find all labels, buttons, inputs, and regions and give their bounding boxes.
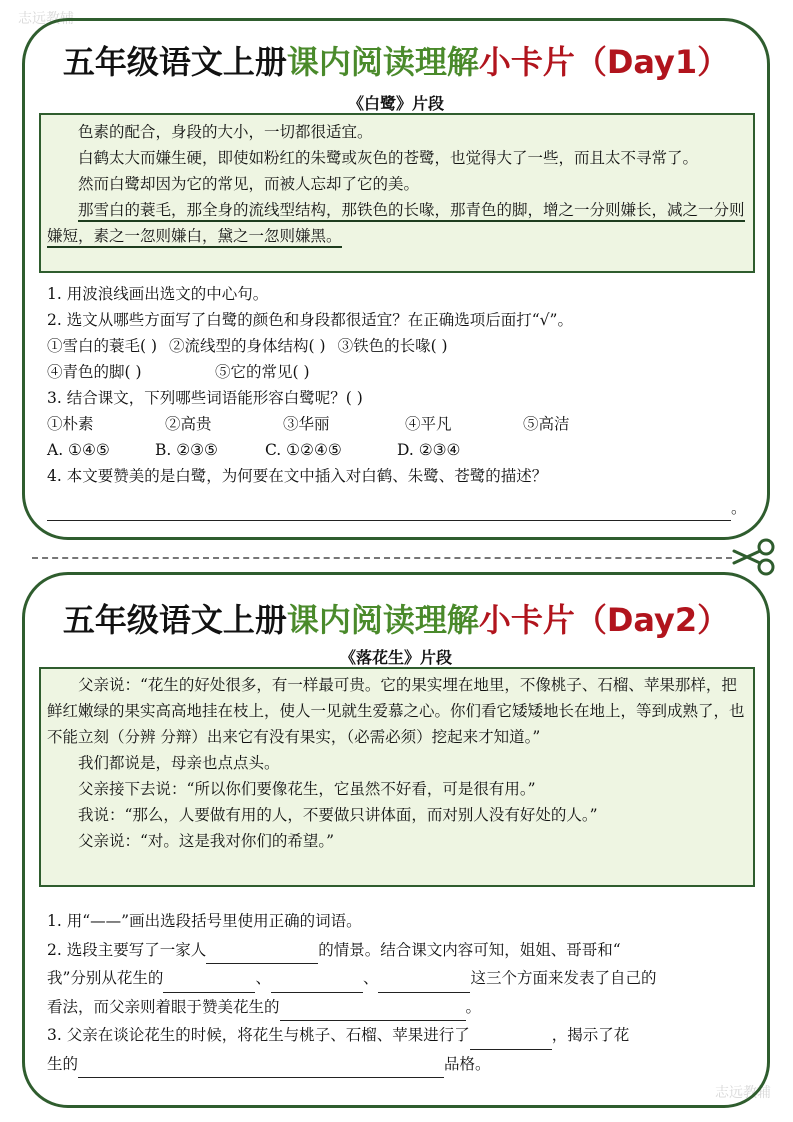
watermark-bottom: 志远教辅	[715, 1085, 771, 1101]
answer-blank[interactable]	[78, 1059, 444, 1078]
period: 。	[731, 499, 747, 517]
question-3: 3. 结合课文，下列哪些词语能形容白鹭呢？( )	[47, 389, 363, 407]
answer-blank[interactable]	[47, 502, 731, 521]
passage-paragraph-underlined	[47, 197, 745, 249]
question-text: 2. 选段主要写了一家人	[47, 940, 207, 959]
question-3-line-1	[47, 1021, 749, 1050]
option: ③铁色的长喙( )	[337, 337, 448, 355]
title-part-topic: 课内阅读理解	[286, 43, 479, 81]
passage-paragraph: 父亲接下去说：“所以你们要像花生，它虽然不好看，可是很有用。”	[78, 780, 536, 798]
question-list	[47, 907, 749, 1078]
passage-paragraph: 色素的配合，身段的大小，一切都很适宜。	[78, 123, 373, 141]
question-1: 1. 用“——”画出选段括号里使用正确的词语。	[47, 912, 362, 930]
question-2-options-a	[47, 333, 749, 359]
choice: B. ②③⑤	[155, 441, 218, 459]
separator: 、	[362, 969, 379, 987]
question-3-words	[47, 411, 749, 437]
title-part-grade: 五年级语文上册	[62, 601, 287, 639]
question-3-choices	[47, 437, 749, 463]
answer-blank[interactable]	[163, 974, 255, 993]
question-2-line-3	[47, 993, 749, 1022]
word-option: ③华丽	[283, 415, 330, 433]
question-3-line-2	[47, 1050, 749, 1079]
underlined-sentence: 那雪白的蓑毛，那全身的流线型结构，那铁色的长喙，那青色的脚，增之一分则嫌长，减之一分则嫌短，素之一忽则嫌白，黛之一忽则嫌黑。	[47, 201, 745, 248]
question-2-line-2	[47, 964, 749, 993]
question-text: 生的	[47, 1054, 79, 1073]
passage-title: 《白鹭》片段	[347, 94, 444, 113]
question-text: 的情景。结合课文内容可知，姐姐、哥哥和“	[318, 940, 621, 959]
question-2: 2. 选文从哪些方面写了白鹭的颜色和身段都很适宜？在正确选项后面打“√”。	[47, 311, 573, 329]
card-title	[25, 37, 767, 83]
question-text: 看法，而父亲则着眼于赞美花生的	[47, 997, 280, 1016]
passage-paragraph: 父亲说：“对。这是我对你们的希望。”	[78, 832, 335, 850]
passage-box	[39, 667, 755, 887]
word-option: ⑤高洁	[523, 415, 570, 433]
question-list	[47, 281, 749, 521]
passage-box	[39, 113, 755, 273]
question-1: 1. 用波浪线画出选文的中心句。	[47, 285, 269, 303]
card-day1	[22, 18, 770, 540]
choice: A. ①④⑤	[47, 441, 110, 459]
word-option: ④平凡	[405, 415, 452, 433]
choice: C. ①②④⑤	[265, 441, 342, 459]
answer-blank[interactable]	[206, 945, 318, 964]
question-text: 我”分别从花生的	[47, 969, 164, 987]
title-part-day: 小卡片（Day1）	[478, 43, 730, 81]
title-part-grade: 五年级语文上册	[62, 43, 287, 81]
title-part-topic: 课内阅读理解	[286, 601, 479, 639]
passage-paragraph: 父亲说：“花生的好处很多，有一样最可贵。它的果实埋在地里，不像桃子、石榴、苹果那样，把鲜红嫩绿的果实高高地挂在枝上，使人一见就生爱慕之心。你们看它矮矮地长在地上，等到成熟了，也不能立刻（分辨 分辩）出来它有没有果实，（必需必须）挖起来才知道。”	[47, 676, 745, 746]
cut-line	[32, 557, 732, 559]
card-title	[25, 595, 767, 641]
option: ④青色的脚( )	[47, 363, 142, 381]
passage-paragraph: 白鹤太大而嫌生硬，即使如粉红的朱鹭或灰色的苍鹭，也觉得大了一些，而且太不寻常了。	[78, 149, 699, 167]
watermark-top: 志远教辅	[18, 11, 74, 27]
passage-paragraph: 我说：“那么，人要做有用的人，不要做只讲体面，而对别人没有好处的人。”	[78, 806, 598, 824]
question-text: 3. 父亲在谈论花生的时候，将花生与桃子、石榴、苹果进行了	[47, 1026, 470, 1044]
card-day2	[22, 572, 770, 1108]
answer-blank[interactable]	[378, 974, 470, 993]
question-2-options-b	[47, 359, 749, 385]
answer-blank[interactable]	[280, 1002, 466, 1021]
answer-blank[interactable]	[470, 1031, 552, 1050]
option: ②流线型的身体结构( )	[169, 337, 326, 355]
question-text: ，揭示了花	[551, 1026, 630, 1044]
option: ⑤它的常见( )	[215, 363, 310, 381]
separator: 、	[255, 969, 271, 987]
option: ①雪白的蓑毛( )	[47, 337, 158, 355]
word-option: ②高贵	[165, 415, 212, 433]
word-option: ①朴素	[47, 415, 94, 433]
answer-row	[47, 495, 749, 521]
choice: D. ②③④	[397, 441, 461, 459]
question-text: 这三个方面来发表了自己的	[470, 969, 657, 987]
passage-title: 《落花生》片段	[339, 648, 452, 667]
question-4: 4. 本文要赞美的是白鹭，为何要在文中插入对白鹤、朱鹭、苍鹭的描述？	[47, 467, 548, 485]
question-text: 品格。	[444, 1054, 491, 1073]
passage-paragraph: 我们都说是，母亲也点点头。	[78, 754, 280, 772]
passage-paragraph: 然而白鹭却因为它的常见，而被人忘却了它的美。	[78, 175, 420, 193]
question-text: 。	[465, 997, 482, 1016]
question-2-line-1	[47, 936, 749, 965]
title-part-day: 小卡片（Day2）	[478, 601, 730, 639]
answer-blank[interactable]	[271, 974, 363, 993]
